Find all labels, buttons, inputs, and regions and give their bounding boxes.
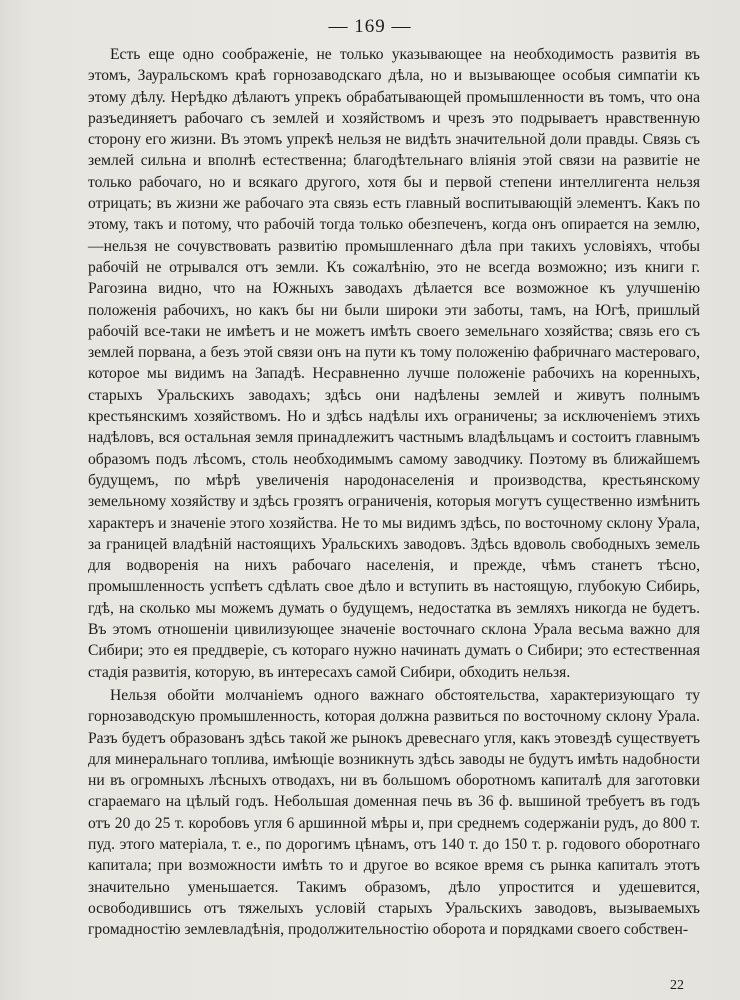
page-number-header: — 169 —: [328, 16, 412, 37]
paragraph-2: Нельзя обойти молчанiемъ одного важнаго обстоятельства, характеризующаго ту горнозаводскую промышленность, которая должна развиться по восточному склону Урала. Разъ будетъ образованъ здѣсь такой же рынокъ древеснаго угля, какъ этовездѣ существуетъ для минеральнаго топлива, имѣющiе возникнуть здѣсь заводы не будутъ имѣть надобности ни въ огромныхъ лѣсныхъ отводахъ, ни въ большомъ оборотномъ капиталѣ для заготовки сгараемаго на цѣлый годъ. Небольшая доменная печь въ 36 ф. вышиной требуетъ въ годъ отъ 20 до 25 т. коробовъ угля 6 аршинной мѣры и, при среднемъ содержанiи рудъ, до 800 т. пуд. этого матерiала, т. е., по дорогимъ цѣнамъ, отъ 140 т. до 150 т. р. годового оборотнаго капитала; при возможности имѣть то и другое во всякое время съ рынка капиталъ этотъ значительно уменьшается. Такимъ образомъ, дѣло упростится и удешевится, освободившись отъ тяжелыхъ условiй старыхъ Уральскихъ заводовъ, вызываемыхъ громадностiю землевладѣнiя, продолжительностiю оборота и порядками своего собствен-: [88, 686, 700, 939]
paragraph-1: Есть еще одно соображенiе, не только указывающее на необходимость развитiя въ этомъ, Зауральскомъ краѣ горнозаводскаго дѣла, но и вызывающее особыя симпатiи къ этому дѣлу. Нерѣдко дѣлаютъ упрекъ обрабатывающей промышленности въ томъ, что она разъединяетъ рабочаго съ землей и хозяйствомъ и чрезъ это подрываетъ нравственную сторону его жизни. Въ этомъ упрекѣ нельзя не видѣть значительной доли правды. Связь съ землей сильна и вполнѣ естественна; благодѣтельнаго влiянiя этой связи на развитiе не только рабочаго, но и всякаго другого, хотя бы и первой степени интеллигента нельзя отрицать; въ жизни же рабочаго эта связь есть главный воспитывающiй элементъ. Какъ по этому, такъ и потому, что рабочiй тогда только обезпеченъ, когда онъ опирается на землю,—нельзя не сочувствовать развитiю промышленнаго дѣла при такихъ условiяхъ, чтобы рабочiй не отрывался отъ земли. Къ сожалѣнiю, это не всегда возможно; изъ книги г. Рагозина видно, что на Южныхъ заводахъ дѣлается все возможное къ улучшенiю положенiя рабочихъ, но какъ бы ни были широки эти заботы, тамъ, на Югѣ, пришлый рабочiй все-таки не имѣетъ и не можетъ имѣть своего земельнаго хозяйства; связь его съ землей порвана, а безъ этой связи онъ на пути къ тому положенiю фабричнаго мастероваго, которое мы видимъ на Западѣ. Несравненно лучше положенiе рабочихъ на коренныхъ, старыхъ Уральскихъ заводахъ; здѣсь они надѣлены землей и живутъ полнымъ крестьянскимъ хозяйствомъ. Но и здѣсь надѣлы ихъ ограничены; за исключенiемъ этихъ надѣловъ, вся остальная земля принадлежитъ частнымъ владѣльцамъ и состоитъ главнымъ образомъ подъ лѣсомъ, столь необходимымъ самому заводчику. Поэтому въ ближайшемъ будущемъ, по мѣрѣ увеличенiя народонаселенiя и производства, крестьянскому земельному хозяйству и здѣсь грозятъ ограниченiя, которыя могутъ существенно измѣнить характеръ и значенiе этого хозяйства. Не то мы видимъ здѣсь, по восточному склону Урала, за границей владѣнiй настоящихъ Уральскихъ заводовъ. Здѣсь вдоволь свободныхъ земель для водворенiя на нихъ рабочаго населенiя, и прежде, чѣмъ станетъ тѣсно, промышленность успѣетъ сдѣлать свое дѣло и вступить въ настоящую, глубокую Сибирь, гдѣ, на сколько мы можемъ думать о будущемъ, недостатка въ земляхъ никогда не будетъ. Въ этомъ отношенiи цивилизующее значенiе восточнаго склона Урала весьма важно для Сибири; это ея преддверiе, съ котораго нужно начинать думать о Сибири; это естественная стадiя развитiя, которую, въ интересахъ самой Сибири, обходить нельзя.: [88, 46, 700, 681]
page-body: [88, 44, 700, 940]
signature-mark: 22: [670, 978, 684, 993]
